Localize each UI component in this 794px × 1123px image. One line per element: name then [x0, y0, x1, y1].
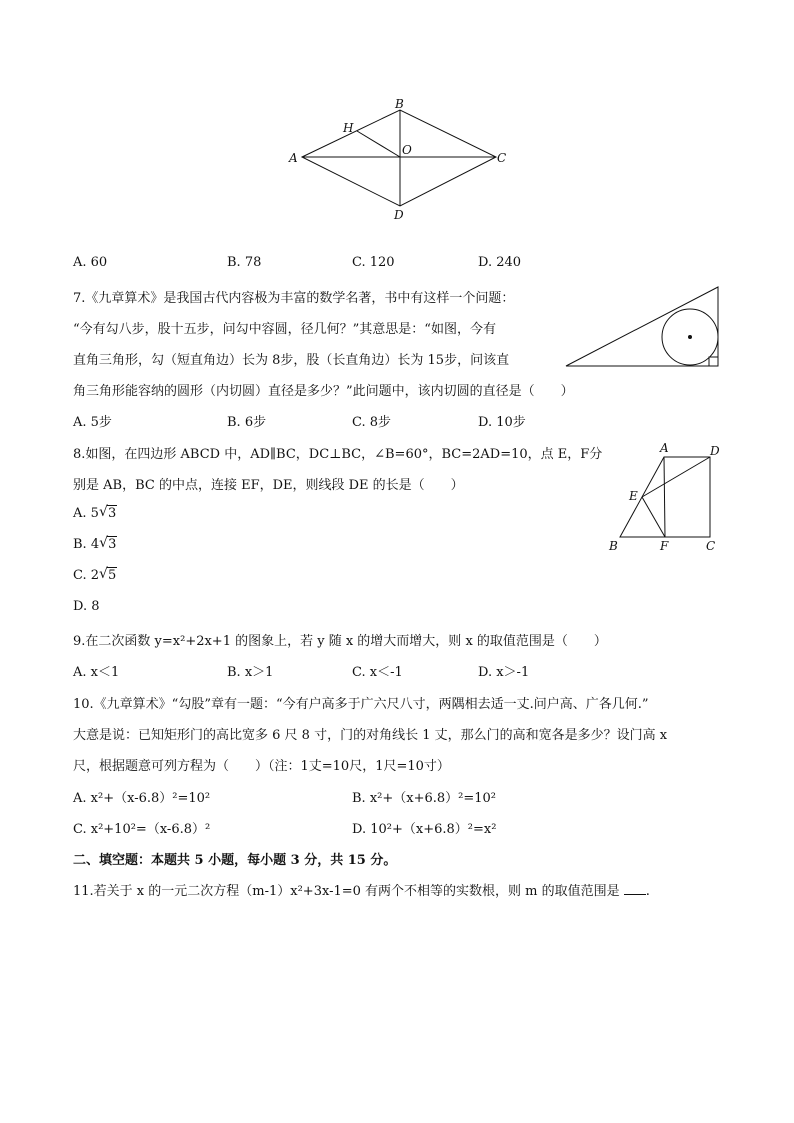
q8-option-a-label: A. 5: [73, 506, 99, 521]
q8-option-c-label: C. 2: [73, 568, 100, 583]
q7-line-2: “今有勾八步，股十五步，问勾中容圆，径几何？”其意思是：“如图，今有: [73, 322, 496, 337]
segment-de: [642, 457, 710, 497]
sqrt-symbol: √ 3: [98, 504, 117, 521]
segment-ef: [642, 497, 665, 537]
q6-option-d: D. 240: [478, 255, 522, 270]
q8-line-1: 8.如图，在四边形 ABCD 中，AD∥BC，DC⊥BC，∠B=60°，BC=2AD=10，点 E，F分: [73, 447, 603, 462]
quadrilateral-figure: [604, 440, 734, 556]
q7-line-4: 角三角形能容纳的圆形（内切圆）直径是多少？”此问题中，该内切圆的直径是（ ）: [73, 384, 574, 399]
q11-stem: 11.若关于 x 的一元二次方程（m-1）x²+3x-1=0 有两个不相等的实数根，则 m 的取值范围是: [73, 884, 620, 899]
q6-option-b: B. 78: [227, 255, 262, 270]
rhombus-outline: [302, 110, 496, 206]
section-2-heading: 二、填空题：本题共 5 小题，每小题 3 分，共 15 分。: [73, 853, 397, 868]
q9-option-d: D. x＞-1: [478, 665, 530, 680]
label-e: E: [629, 489, 638, 503]
q8-option-d: D. 8: [73, 599, 100, 614]
sqrt-symbol: √ 3: [99, 535, 117, 552]
q10-line-2: 大意是说：已知矩形门的高比宽多 6 尺 8 寸，门的对角线长 1 丈，那么门的高和宽各是多少？设门高 x: [73, 728, 668, 743]
q6-option-a: A. 60: [73, 255, 108, 270]
label-h: H: [343, 121, 354, 135]
q8-option-b-radicand: 3: [108, 537, 117, 552]
label-c: C: [497, 151, 507, 165]
q9-stem: 9.在二次函数 y=x²+2x+1 的图象上，若 y 随 x 的增大而增大，则 x 的取值范围是（ ）: [73, 634, 607, 649]
q8-option-a: [73, 506, 117, 521]
label-a: A: [289, 151, 298, 165]
label-b: B: [609, 539, 618, 553]
q11-tail: .: [645, 884, 650, 899]
sqrt-symbol: √ 5: [99, 566, 117, 583]
label-d: D: [710, 444, 720, 458]
q8-option-c: [73, 568, 117, 583]
incircle-center: [688, 335, 692, 339]
triangle-incircle-figure: [563, 284, 723, 370]
q7-line-3: 直角三角形，勾（短直角边）长为 8步，股（长直角边）长为 15步，问该直: [73, 353, 510, 368]
label-d: D: [394, 208, 404, 222]
q9-option-b: B. x＞1: [227, 665, 274, 680]
q6-option-c: C. 120: [352, 255, 395, 270]
label-o: O: [402, 143, 412, 157]
answer-blank: [624, 894, 646, 895]
q8-option-b: [73, 537, 117, 552]
label-a: A: [660, 441, 669, 455]
q8-option-b-label: B. 4: [73, 537, 100, 552]
label-f: F: [660, 539, 669, 553]
label-b: B: [395, 97, 404, 111]
q8-line-2: 别是 AB，BC 的中点，连接 EF，DE，则线段 DE 的长是（ ）: [73, 478, 464, 493]
q10-line-3: 尺，根据题意可列方程为（ ）（注：1丈=10尺，1尺=10寸）: [73, 759, 450, 774]
q10-option-b: B. x²+（x+6.8）²=10²: [352, 791, 497, 806]
segment-af: [664, 457, 665, 537]
q11: [73, 880, 650, 899]
q7-option-d: D. 10步: [478, 415, 526, 430]
q10-line-1: 10.《九章算术》“勾股”章有一题：“今有户高多于广六尺八寸，两隅相去适一丈.问户高、广各几何.”: [73, 697, 649, 712]
q10-option-d: D. 10²+（x+6.8）²=x²: [352, 822, 497, 837]
right-triangle: [566, 287, 718, 366]
q10-option-c: C. x²+10²=（x-6.8）²: [73, 822, 211, 837]
q10-option-a: A. x²+（x-6.8）²=10²: [73, 791, 211, 806]
q9-option-c: C. x＜-1: [352, 665, 403, 680]
q7-option-c: C. 8步: [352, 415, 392, 430]
q8-option-a-radicand: 3: [107, 506, 117, 521]
q7-option-b: B. 6步: [227, 415, 267, 430]
segment-ho: [357, 131, 400, 157]
q7-option-a: A. 5步: [73, 415, 112, 430]
label-c: C: [706, 539, 716, 553]
q9-option-a: A. x＜1: [73, 665, 120, 680]
q8-option-c-radicand: 5: [108, 568, 117, 583]
right-angle-mark: [709, 357, 718, 366]
rhombus-figure: [280, 94, 520, 226]
q7-line-1: 7.《九章算术》是我国古代内容极为丰富的数学名著，书中有这样一个问题：: [73, 291, 515, 306]
